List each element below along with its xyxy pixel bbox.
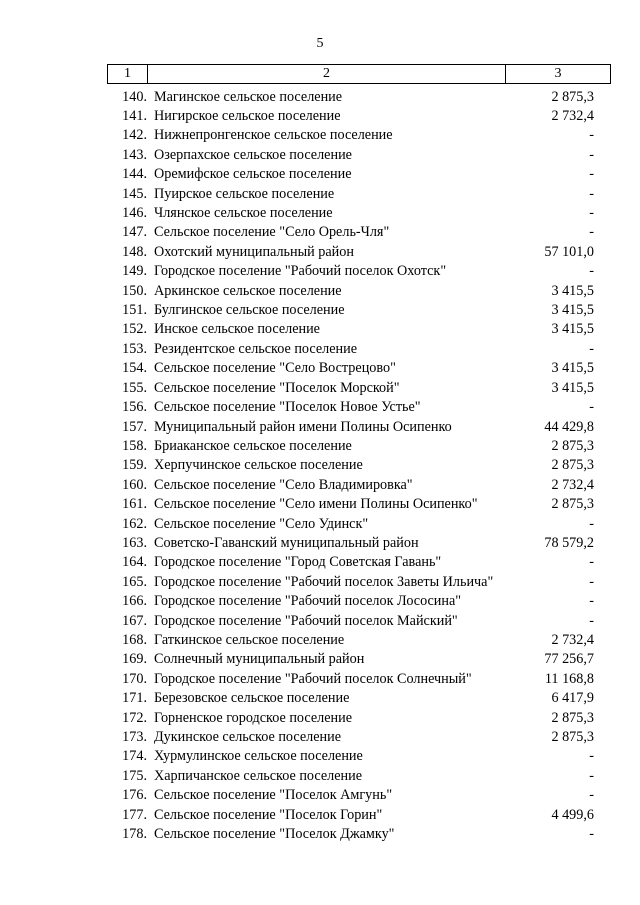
row-value: 3 415,5 bbox=[551, 282, 594, 299]
table-row bbox=[107, 727, 611, 746]
row-number: 178. bbox=[122, 826, 147, 843]
row-value: - bbox=[589, 263, 594, 280]
row-number: 170. bbox=[122, 670, 147, 687]
table-row bbox=[107, 786, 611, 805]
row-value: 3 415,5 bbox=[551, 360, 594, 377]
row-name: Солнечный муниципальный район bbox=[154, 651, 365, 668]
row-name: Городское поселение "Рабочий поселок Майский" bbox=[154, 612, 458, 629]
table-row bbox=[107, 281, 611, 300]
table-row bbox=[107, 475, 611, 494]
row-name: Городское поселение "Город Советская Гавань" bbox=[154, 554, 442, 571]
table-row bbox=[107, 669, 611, 688]
row-number: 163. bbox=[122, 534, 147, 551]
table-row bbox=[107, 611, 611, 630]
row-value: - bbox=[589, 146, 594, 163]
row-number: 158. bbox=[122, 437, 147, 454]
row-name: Резидентское сельское поселение bbox=[154, 340, 357, 357]
row-name: Аркинское сельское поселение bbox=[154, 282, 342, 299]
table-row bbox=[107, 417, 611, 436]
row-value: 2 875,3 bbox=[551, 88, 594, 105]
row-number: 153. bbox=[122, 340, 147, 357]
row-name: Харпичанское сельское поселение bbox=[154, 767, 362, 784]
table-row bbox=[107, 262, 611, 281]
row-value: 2 732,4 bbox=[551, 476, 594, 493]
row-value: - bbox=[589, 612, 594, 629]
row-number: 145. bbox=[122, 185, 147, 202]
row-value: 2 732,4 bbox=[551, 631, 594, 648]
row-number: 147. bbox=[122, 224, 147, 241]
page-number: 5 bbox=[316, 36, 324, 51]
row-name: Муниципальный район имени Полины Осипенко bbox=[154, 418, 452, 435]
table-row bbox=[107, 766, 611, 785]
row-name: Магинское сельское поселение bbox=[154, 88, 343, 105]
row-number: 149. bbox=[122, 263, 147, 280]
row-number: 161. bbox=[122, 496, 147, 513]
row-value: - bbox=[589, 554, 594, 571]
row-number: 165. bbox=[122, 573, 147, 590]
row-number: 176. bbox=[122, 787, 147, 804]
row-name: Советско-Гаванский муниципальный район bbox=[154, 534, 419, 551]
row-value: - bbox=[589, 593, 594, 610]
row-value: - bbox=[589, 340, 594, 357]
row-number: 154. bbox=[122, 360, 147, 377]
row-name: Городское поселение "Рабочий поселок Лососина" bbox=[154, 593, 462, 610]
row-name: Дукинское сельское поселение bbox=[154, 729, 341, 745]
row-name: Горненское городское поселение bbox=[154, 709, 353, 726]
row-name: Хурмулинское сельское поселение bbox=[154, 748, 363, 765]
row-value: 44 429,8 bbox=[544, 418, 594, 435]
row-name: Березовское сельское поселение bbox=[154, 690, 350, 707]
table-row bbox=[107, 553, 611, 572]
table-row bbox=[107, 456, 611, 475]
row-name: Сельское поселение "Поселок Новое Устье" bbox=[154, 399, 421, 416]
table-header-col-1: 1 bbox=[108, 65, 148, 83]
table-row bbox=[107, 824, 611, 843]
row-name: Херпучинское сельское поселение bbox=[154, 457, 363, 474]
row-name: Охотский муниципальный район bbox=[154, 243, 354, 260]
row-number: 166. bbox=[122, 593, 147, 610]
row-name: Сельское поселение "Поселок Горин" bbox=[154, 806, 383, 823]
row-name: Инское сельское поселение bbox=[154, 321, 320, 338]
row-name: Гаткинское сельское поселение bbox=[154, 631, 345, 648]
table-row bbox=[107, 436, 611, 455]
row-value: - bbox=[589, 515, 594, 532]
table-row bbox=[107, 106, 611, 125]
table-row bbox=[107, 184, 611, 203]
row-value: 11 168,8 bbox=[544, 670, 594, 687]
row-name: Сельское поселение "Село Вострецово" bbox=[154, 360, 396, 377]
row-number: 160. bbox=[122, 476, 147, 493]
table-row bbox=[107, 165, 611, 184]
row-name: Бриаканское сельское поселение bbox=[154, 437, 352, 454]
row-number: 156. bbox=[122, 399, 147, 416]
row-value: - bbox=[589, 748, 594, 765]
row-number: 157. bbox=[122, 418, 147, 435]
table-row bbox=[107, 339, 611, 358]
table-row bbox=[107, 630, 611, 649]
row-number: 155. bbox=[122, 379, 147, 396]
row-name: Озерпахское сельское поселение bbox=[154, 146, 352, 163]
row-value: 77 256,7 bbox=[544, 651, 594, 668]
row-value: 2 875,3 bbox=[551, 496, 594, 513]
row-value: 3 415,5 bbox=[551, 379, 594, 396]
row-name: Сельское поселение "Село имени Полины Осипенко" bbox=[154, 496, 478, 513]
table-row bbox=[107, 650, 611, 669]
row-number: 167. bbox=[122, 612, 147, 629]
table-row bbox=[107, 320, 611, 339]
table-row bbox=[107, 203, 611, 222]
table-row bbox=[107, 242, 611, 261]
row-number: 159. bbox=[122, 457, 147, 474]
row-number: 141. bbox=[122, 108, 147, 124]
row-value: 57 101,0 bbox=[544, 243, 594, 260]
row-name: Городское поселение "Рабочий поселок Солнечный" bbox=[154, 670, 472, 687]
table-header-col-2: 2 bbox=[148, 65, 506, 83]
table-row bbox=[107, 747, 611, 766]
row-number: 148. bbox=[122, 243, 147, 260]
row-number: 150. bbox=[122, 282, 147, 299]
row-name: Пуирское сельское поселение bbox=[154, 185, 335, 202]
row-number: 168. bbox=[122, 631, 147, 648]
row-value: 78 579,2 bbox=[544, 534, 594, 551]
row-number: 175. bbox=[122, 767, 147, 784]
row-number: 140. bbox=[122, 88, 147, 105]
row-number: 172. bbox=[122, 709, 147, 726]
row-name: Члянское сельское поселение bbox=[154, 205, 333, 222]
row-value: 3 415,5 bbox=[551, 321, 594, 338]
row-name: Сельское поселение "Поселок Амгунь" bbox=[154, 787, 393, 804]
table-row bbox=[107, 126, 611, 145]
row-value: - bbox=[589, 767, 594, 784]
row-number: 169. bbox=[122, 651, 147, 668]
row-name: Нигирское сельское поселение bbox=[154, 108, 341, 124]
row-number: 143. bbox=[122, 146, 147, 163]
table-row bbox=[107, 398, 611, 417]
row-value: - bbox=[589, 787, 594, 804]
row-value: 2 875,3 bbox=[551, 457, 594, 474]
row-value: 2 875,3 bbox=[551, 437, 594, 454]
row-number: 171. bbox=[122, 690, 147, 707]
row-number: 151. bbox=[122, 302, 147, 319]
table-row bbox=[107, 514, 611, 533]
table-row bbox=[107, 495, 611, 514]
table-row bbox=[107, 572, 611, 591]
row-value: - bbox=[589, 185, 594, 202]
table-row bbox=[107, 378, 611, 397]
row-number: 177. bbox=[122, 806, 147, 823]
row-name: Сельское поселение "Село Удинск" bbox=[154, 515, 369, 532]
row-value: 6 417,9 bbox=[551, 690, 594, 707]
row-name: Городское поселение "Рабочий поселок Охотск" bbox=[154, 263, 447, 280]
table-row bbox=[107, 533, 611, 552]
row-number: 144. bbox=[122, 166, 147, 183]
table-row bbox=[107, 805, 611, 824]
row-number: 173. bbox=[122, 729, 147, 745]
row-value: 4 499,6 bbox=[551, 806, 594, 823]
row-value: - bbox=[589, 127, 594, 144]
row-number: 152. bbox=[122, 321, 147, 338]
row-number: 174. bbox=[122, 748, 147, 765]
table-row bbox=[107, 145, 611, 164]
table-row bbox=[107, 87, 611, 106]
row-name: Сельское поселение "Село Орель-Чля" bbox=[154, 224, 390, 241]
row-value: - bbox=[589, 166, 594, 183]
table-row bbox=[107, 359, 611, 378]
table-row bbox=[107, 708, 611, 727]
row-value: 3 415,5 bbox=[551, 302, 594, 319]
row-number: 142. bbox=[122, 127, 147, 144]
row-value: - bbox=[589, 205, 594, 222]
row-value: 2 875,3 bbox=[551, 709, 594, 726]
table-body bbox=[107, 87, 611, 844]
table-row bbox=[107, 300, 611, 319]
row-value: - bbox=[589, 224, 594, 241]
row-number: 146. bbox=[122, 205, 147, 222]
row-name: Сельское поселение "Поселок Морской" bbox=[154, 379, 400, 396]
row-name: Городское поселение "Рабочий поселок Заветы Ильича" bbox=[154, 573, 494, 590]
row-value: 2 875,3 bbox=[551, 729, 594, 745]
row-value: 2 732,4 bbox=[551, 108, 594, 124]
table-header-row bbox=[107, 64, 611, 84]
row-value: - bbox=[589, 826, 594, 843]
row-name: Нижнепронгенское сельское поселение bbox=[154, 127, 393, 144]
table-row bbox=[107, 592, 611, 611]
table-row bbox=[107, 223, 611, 242]
table-row bbox=[107, 689, 611, 708]
row-value: - bbox=[589, 399, 594, 416]
row-name: Сельское поселение "Село Владимировка" bbox=[154, 476, 413, 493]
row-number: 164. bbox=[122, 554, 147, 571]
row-name: Оремифское сельское поселение bbox=[154, 166, 352, 183]
row-name: Сельское поселение "Поселок Джамку" bbox=[154, 826, 395, 843]
row-name: Булгинское сельское поселение bbox=[154, 302, 345, 319]
row-value: - bbox=[589, 573, 594, 590]
row-number: 162. bbox=[122, 515, 147, 532]
table-header-col-3: 3 bbox=[554, 66, 562, 81]
